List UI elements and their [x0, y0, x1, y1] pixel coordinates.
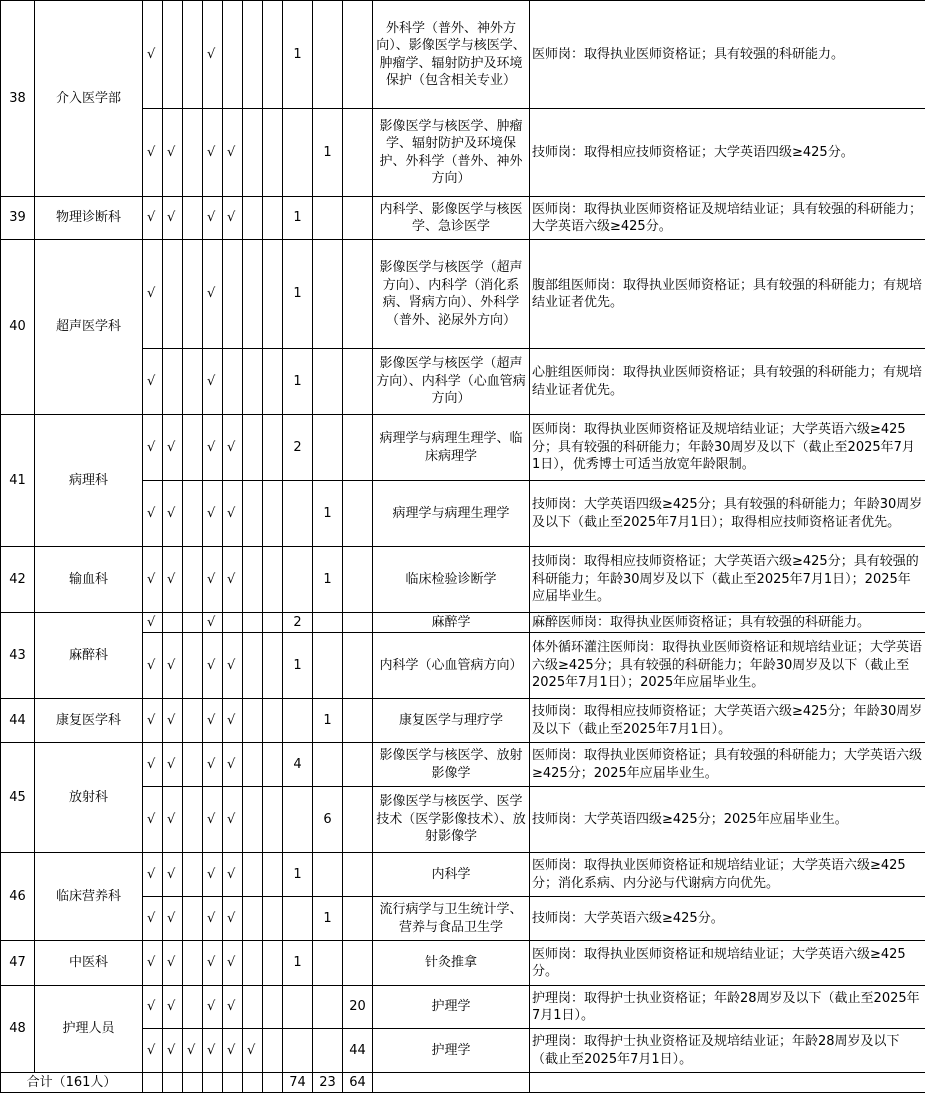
- check-mark: √: [143, 1, 163, 109]
- position-requirement: 护理岗：取得护士执业资格证及规培结业证；年龄28周岁及以下（截止至2025年7月1日）。: [530, 1029, 925, 1073]
- check-mark: √: [203, 481, 223, 547]
- check-mark: [183, 633, 203, 699]
- major-requirement: 影像医学与核医学、肿瘤学、辐射防护及环境保护、外科学（普外、神外方向）: [373, 109, 530, 197]
- count-doctor: [283, 699, 313, 743]
- position-requirement: 医师岗：取得执业医师资格证；具有较强的科研能力；大学英语六级≥425分；2025年应届毕业生。: [530, 743, 925, 787]
- check-mark: [243, 197, 263, 240]
- check-mark: √: [203, 897, 223, 941]
- position-requirement: 技师岗：取得相应技师资格证；大学英语六级≥425分；具有较强的科研能力；年龄30周岁及以下（截止至2025年7月1日）；2025年应届毕业生。: [530, 547, 925, 613]
- check-mark: √: [143, 1029, 163, 1073]
- table-row: [1, 547, 925, 613]
- check-mark: [263, 853, 283, 897]
- total-technician: 23: [313, 1073, 343, 1093]
- check-mark: [243, 547, 263, 613]
- department-name: 介入医学部: [35, 1, 143, 197]
- check-mark: √: [143, 349, 163, 415]
- count-technician: [313, 986, 343, 1029]
- department-name: 病理科: [35, 415, 143, 547]
- check-mark: [243, 481, 263, 547]
- major-requirement: 麻醉学: [373, 613, 530, 633]
- check-mark: √: [143, 415, 163, 481]
- position-requirement: 体外循环灌注医师岗：取得执业医师资格证和规培结业证；大学英语六级≥425分；具有较强的科研能力；年龄30周岁及以下（截止至2025年7月1日）；2025年应届毕业生。: [530, 633, 925, 699]
- check-mark: [263, 415, 283, 481]
- count-technician: [313, 743, 343, 787]
- check-mark: √: [143, 986, 163, 1029]
- check-mark: [183, 897, 203, 941]
- major-requirement: 影像医学与核医学、放射影像学: [373, 743, 530, 787]
- count-doctor: 1: [283, 633, 313, 699]
- check-mark: √: [163, 853, 183, 897]
- count-technician: 1: [313, 897, 343, 941]
- table-row: [1, 941, 925, 986]
- count-doctor: [283, 986, 313, 1029]
- check-mark: [243, 941, 263, 986]
- major-requirement: 流行病学与卫生统计学、营养与食品卫生学: [373, 897, 530, 941]
- check-mark: [183, 787, 203, 853]
- check-mark: √: [163, 897, 183, 941]
- row-number: 43: [1, 613, 35, 699]
- count-doctor: 1: [283, 941, 313, 986]
- major-requirement: 康复医学与理疗学: [373, 699, 530, 743]
- count-doctor: 4: [283, 743, 313, 787]
- check-mark: [243, 743, 263, 787]
- check-mark: √: [143, 197, 163, 240]
- check-mark: [223, 1, 243, 109]
- check-mark: [263, 633, 283, 699]
- check-mark: √: [143, 240, 163, 349]
- major-requirement: 临床检验诊断学: [373, 547, 530, 613]
- check-mark: √: [163, 787, 183, 853]
- major-requirement: 内科学（心血管病方向）: [373, 633, 530, 699]
- check-mark: √: [223, 633, 243, 699]
- row-number: 40: [1, 240, 35, 415]
- check-mark: [183, 109, 203, 197]
- check-mark: [263, 547, 283, 613]
- check-mark: √: [163, 197, 183, 240]
- count-technician: [313, 1029, 343, 1073]
- check-mark: √: [203, 941, 223, 986]
- count-doctor: [283, 1029, 313, 1073]
- position-requirement: 医师岗：取得执业医师资格证和规培结业证；大学英语六级≥425分；消化系病、内分泌与代谢病方向优先。: [530, 853, 925, 897]
- count-nurse: [343, 240, 373, 349]
- check-mark: √: [223, 481, 243, 547]
- check-mark: [263, 109, 283, 197]
- major-requirement: 病理学与病理生理学: [373, 481, 530, 547]
- check-mark: √: [143, 699, 163, 743]
- check-mark: [263, 197, 283, 240]
- check-mark: [163, 613, 183, 633]
- check-mark: [243, 613, 263, 633]
- table-row: [1, 699, 925, 743]
- position-requirement: 麻醉医师岗：取得执业医师资格证；具有较强的科研能力。: [530, 613, 925, 633]
- table-row: [1, 415, 925, 481]
- check-mark: [263, 481, 283, 547]
- check-mark: [183, 613, 203, 633]
- check-mark: [183, 547, 203, 613]
- empty-cell: [163, 1073, 183, 1093]
- check-mark: √: [203, 613, 223, 633]
- row-number: 45: [1, 743, 35, 853]
- check-mark: √: [223, 197, 243, 240]
- count-doctor: [283, 897, 313, 941]
- empty-cell: [203, 1073, 223, 1093]
- check-mark: √: [203, 1, 223, 109]
- position-requirement: 心脏组医师岗：取得执业医师资格证；具有较强的科研能力；有规培结业证者优先。: [530, 349, 925, 415]
- count-doctor: [283, 481, 313, 547]
- check-mark: √: [163, 415, 183, 481]
- check-mark: [163, 349, 183, 415]
- count-doctor: 1: [283, 240, 313, 349]
- position-requirement: 技师岗：取得相应技师资格证；大学英语四级≥425分。: [530, 109, 925, 197]
- check-mark: √: [163, 1029, 183, 1073]
- check-mark: [243, 415, 263, 481]
- count-nurse: [343, 197, 373, 240]
- department-name: 康复医学科: [35, 699, 143, 743]
- check-mark: √: [203, 547, 223, 613]
- table-body: [1, 1, 925, 1093]
- check-mark: [243, 349, 263, 415]
- position-requirement: 技师岗：大学英语六级≥425分。: [530, 897, 925, 941]
- row-number: 41: [1, 415, 35, 547]
- table-row: [1, 743, 925, 787]
- empty-cell: [263, 1073, 283, 1093]
- check-mark: √: [163, 941, 183, 986]
- major-requirement: 针灸推拿: [373, 941, 530, 986]
- count-nurse: [343, 415, 373, 481]
- count-nurse: [343, 941, 373, 986]
- row-number: 39: [1, 197, 35, 240]
- count-nurse: [343, 787, 373, 853]
- count-doctor: 2: [283, 415, 313, 481]
- major-requirement: 护理学: [373, 1029, 530, 1073]
- count-technician: 1: [313, 481, 343, 547]
- department-name: 临床营养科: [35, 853, 143, 941]
- table-row: [1, 853, 925, 897]
- row-number: 48: [1, 986, 35, 1073]
- count-technician: [313, 613, 343, 633]
- check-mark: √: [203, 986, 223, 1029]
- check-mark: √: [163, 699, 183, 743]
- count-technician: [313, 853, 343, 897]
- check-mark: [183, 941, 203, 986]
- check-mark: √: [203, 349, 223, 415]
- count-technician: [313, 240, 343, 349]
- major-requirement: 外科学（普外、神外方向）、影像医学与核医学、肿瘤学、辐射防护及环境保护（包含相关专业）: [373, 1, 530, 109]
- check-mark: √: [223, 941, 243, 986]
- check-mark: √: [163, 547, 183, 613]
- check-mark: √: [143, 743, 163, 787]
- check-mark: [183, 743, 203, 787]
- check-mark: √: [223, 1029, 243, 1073]
- count-nurse: [343, 109, 373, 197]
- check-mark: [263, 1029, 283, 1073]
- department-name: 护理人员: [35, 986, 143, 1073]
- check-mark: √: [203, 415, 223, 481]
- position-requirement: 医师岗：取得执业医师资格证和规培结业证；大学英语六级≥425分。: [530, 941, 925, 986]
- department-name: 物理诊断科: [35, 197, 143, 240]
- row-number: 47: [1, 941, 35, 986]
- row-number: 38: [1, 1, 35, 197]
- major-requirement: 护理学: [373, 986, 530, 1029]
- major-requirement: 影像医学与核医学、医学技术（医学影像技术）、放射影像学: [373, 787, 530, 853]
- row-number: 46: [1, 853, 35, 941]
- check-mark: [183, 197, 203, 240]
- check-mark: √: [203, 787, 223, 853]
- major-requirement: 内科学: [373, 853, 530, 897]
- count-nurse: [343, 743, 373, 787]
- table-row: [1, 986, 925, 1029]
- count-technician: 1: [313, 547, 343, 613]
- check-mark: √: [243, 1029, 263, 1073]
- check-mark: [263, 1, 283, 109]
- check-mark: [163, 240, 183, 349]
- count-nurse: [343, 699, 373, 743]
- count-nurse: [343, 349, 373, 415]
- table-row: [1, 613, 925, 633]
- major-requirement: 影像医学与核医学（超声方向）、内科学（心血管病方向）: [373, 349, 530, 415]
- check-mark: √: [203, 1029, 223, 1073]
- count-doctor: 1: [283, 1, 313, 109]
- check-mark: [263, 986, 283, 1029]
- count-nurse: [343, 547, 373, 613]
- check-mark: [163, 1, 183, 109]
- count-technician: [313, 197, 343, 240]
- check-mark: √: [143, 633, 163, 699]
- check-mark: [183, 699, 203, 743]
- count-technician: [313, 941, 343, 986]
- check-mark: √: [143, 481, 163, 547]
- count-doctor: [283, 547, 313, 613]
- count-nurse: [343, 613, 373, 633]
- check-mark: [263, 787, 283, 853]
- check-mark: [243, 633, 263, 699]
- check-mark: √: [143, 547, 163, 613]
- department-name: 麻醉科: [35, 613, 143, 699]
- check-mark: √: [163, 633, 183, 699]
- check-mark: [263, 941, 283, 986]
- total-nurse: 64: [343, 1073, 373, 1093]
- check-mark: √: [203, 633, 223, 699]
- position-requirement: 技师岗：大学英语四级≥425分；具有较强的科研能力；年龄30周岁及以下（截止至2025年7月1日）；取得相应技师资格证者优先。: [530, 481, 925, 547]
- count-doctor: 1: [283, 197, 313, 240]
- check-mark: [243, 853, 263, 897]
- count-technician: [313, 1, 343, 109]
- count-doctor: [283, 109, 313, 197]
- check-mark: √: [223, 743, 243, 787]
- major-requirement: 影像医学与核医学（超声方向）、内科学（消化系病、肾病方向）、外科学（普外、泌尿外方向）: [373, 240, 530, 349]
- check-mark: [263, 613, 283, 633]
- check-mark: √: [223, 415, 243, 481]
- check-mark: √: [203, 109, 223, 197]
- count-nurse: [343, 853, 373, 897]
- check-mark: √: [143, 941, 163, 986]
- check-mark: √: [223, 897, 243, 941]
- check-mark: [183, 481, 203, 547]
- empty-cell: [143, 1073, 163, 1093]
- department-name: 放射科: [35, 743, 143, 853]
- check-mark: [243, 787, 263, 853]
- major-requirement: 病理学与病理生理学、临床病理学: [373, 415, 530, 481]
- empty-cell: [183, 1073, 203, 1093]
- check-mark: [183, 986, 203, 1029]
- table-row: [1, 197, 925, 240]
- check-mark: [243, 897, 263, 941]
- position-requirement: 医师岗：取得执业医师资格证；具有较强的科研能力。: [530, 1, 925, 109]
- count-technician: [313, 633, 343, 699]
- department-name: 超声医学科: [35, 240, 143, 415]
- check-mark: [243, 1, 263, 109]
- count-doctor: [283, 787, 313, 853]
- count-doctor: 2: [283, 613, 313, 633]
- empty-cell: [530, 1073, 925, 1093]
- check-mark: [223, 349, 243, 415]
- table-row: [1, 240, 925, 349]
- check-mark: √: [223, 787, 243, 853]
- check-mark: [223, 240, 243, 349]
- check-mark: √: [203, 197, 223, 240]
- total-label: 合计（161人）: [1, 1073, 143, 1093]
- empty-cell: [373, 1073, 530, 1093]
- check-mark: √: [203, 699, 223, 743]
- position-requirement: 技师岗：取得相应技师资格证；大学英语六级≥425分；年龄30周岁及以下（截止至2025年7月1日）。: [530, 699, 925, 743]
- check-mark: [183, 349, 203, 415]
- check-mark: [183, 415, 203, 481]
- position-requirement: 护理岗：取得护士执业资格证；年龄28周岁及以下（截止至2025年7月1日）。: [530, 986, 925, 1029]
- total-row: [1, 1073, 925, 1093]
- check-mark: [223, 613, 243, 633]
- check-mark: [263, 699, 283, 743]
- check-mark: [243, 986, 263, 1029]
- count-doctor: 1: [283, 853, 313, 897]
- major-requirement: 内科学、影像医学与核医学、急诊医学: [373, 197, 530, 240]
- count-technician: 1: [313, 109, 343, 197]
- check-mark: √: [203, 240, 223, 349]
- check-mark: [263, 743, 283, 787]
- position-requirement: 技师岗：大学英语四级≥425分；2025年应届毕业生。: [530, 787, 925, 853]
- count-nurse: [343, 897, 373, 941]
- empty-cell: [243, 1073, 263, 1093]
- check-mark: [263, 349, 283, 415]
- check-mark: [263, 897, 283, 941]
- check-mark: √: [203, 743, 223, 787]
- count-technician: 1: [313, 699, 343, 743]
- check-mark: √: [223, 547, 243, 613]
- count-nurse: [343, 481, 373, 547]
- check-mark: [243, 109, 263, 197]
- check-mark: √: [143, 897, 163, 941]
- count-nurse: [343, 633, 373, 699]
- count-nurse: 44: [343, 1029, 373, 1073]
- check-mark: [183, 1, 203, 109]
- check-mark: √: [183, 1029, 203, 1073]
- count-nurse: 20: [343, 986, 373, 1029]
- department-name: 输血科: [35, 547, 143, 613]
- count-technician: [313, 349, 343, 415]
- check-mark: [183, 240, 203, 349]
- check-mark: √: [163, 986, 183, 1029]
- check-mark: √: [223, 853, 243, 897]
- check-mark: √: [203, 853, 223, 897]
- check-mark: √: [163, 481, 183, 547]
- check-mark: √: [143, 109, 163, 197]
- count-doctor: 1: [283, 349, 313, 415]
- table-row: [1, 1, 925, 109]
- count-technician: [313, 415, 343, 481]
- count-nurse: [343, 1, 373, 109]
- check-mark: √: [163, 109, 183, 197]
- position-requirement: 医师岗：取得执业医师资格证及规培结业证；具有较强的科研能力；大学英语六级≥425分。: [530, 197, 925, 240]
- count-technician: 6: [313, 787, 343, 853]
- department-name: 中医科: [35, 941, 143, 986]
- check-mark: √: [143, 787, 163, 853]
- check-mark: [243, 240, 263, 349]
- check-mark: [263, 240, 283, 349]
- total-doctor: 74: [283, 1073, 313, 1093]
- position-requirement: 腹部组医师岗：取得执业医师资格证；具有较强的科研能力；有规培结业证者优先。: [530, 240, 925, 349]
- empty-cell: [223, 1073, 243, 1093]
- check-mark: √: [143, 853, 163, 897]
- check-mark: √: [223, 109, 243, 197]
- row-number: 44: [1, 699, 35, 743]
- check-mark: [183, 853, 203, 897]
- check-mark: [243, 699, 263, 743]
- row-number: 42: [1, 547, 35, 613]
- check-mark: √: [223, 699, 243, 743]
- position-requirement: 医师岗：取得执业医师资格证及规培结业证；大学英语六级≥425分；具有较强的科研能力；年龄30周岁及以下（截止至2025年7月1日），优秀博士可适当放宽年龄限制。: [530, 415, 925, 481]
- check-mark: √: [143, 613, 163, 633]
- check-mark: √: [163, 743, 183, 787]
- check-mark: √: [223, 986, 243, 1029]
